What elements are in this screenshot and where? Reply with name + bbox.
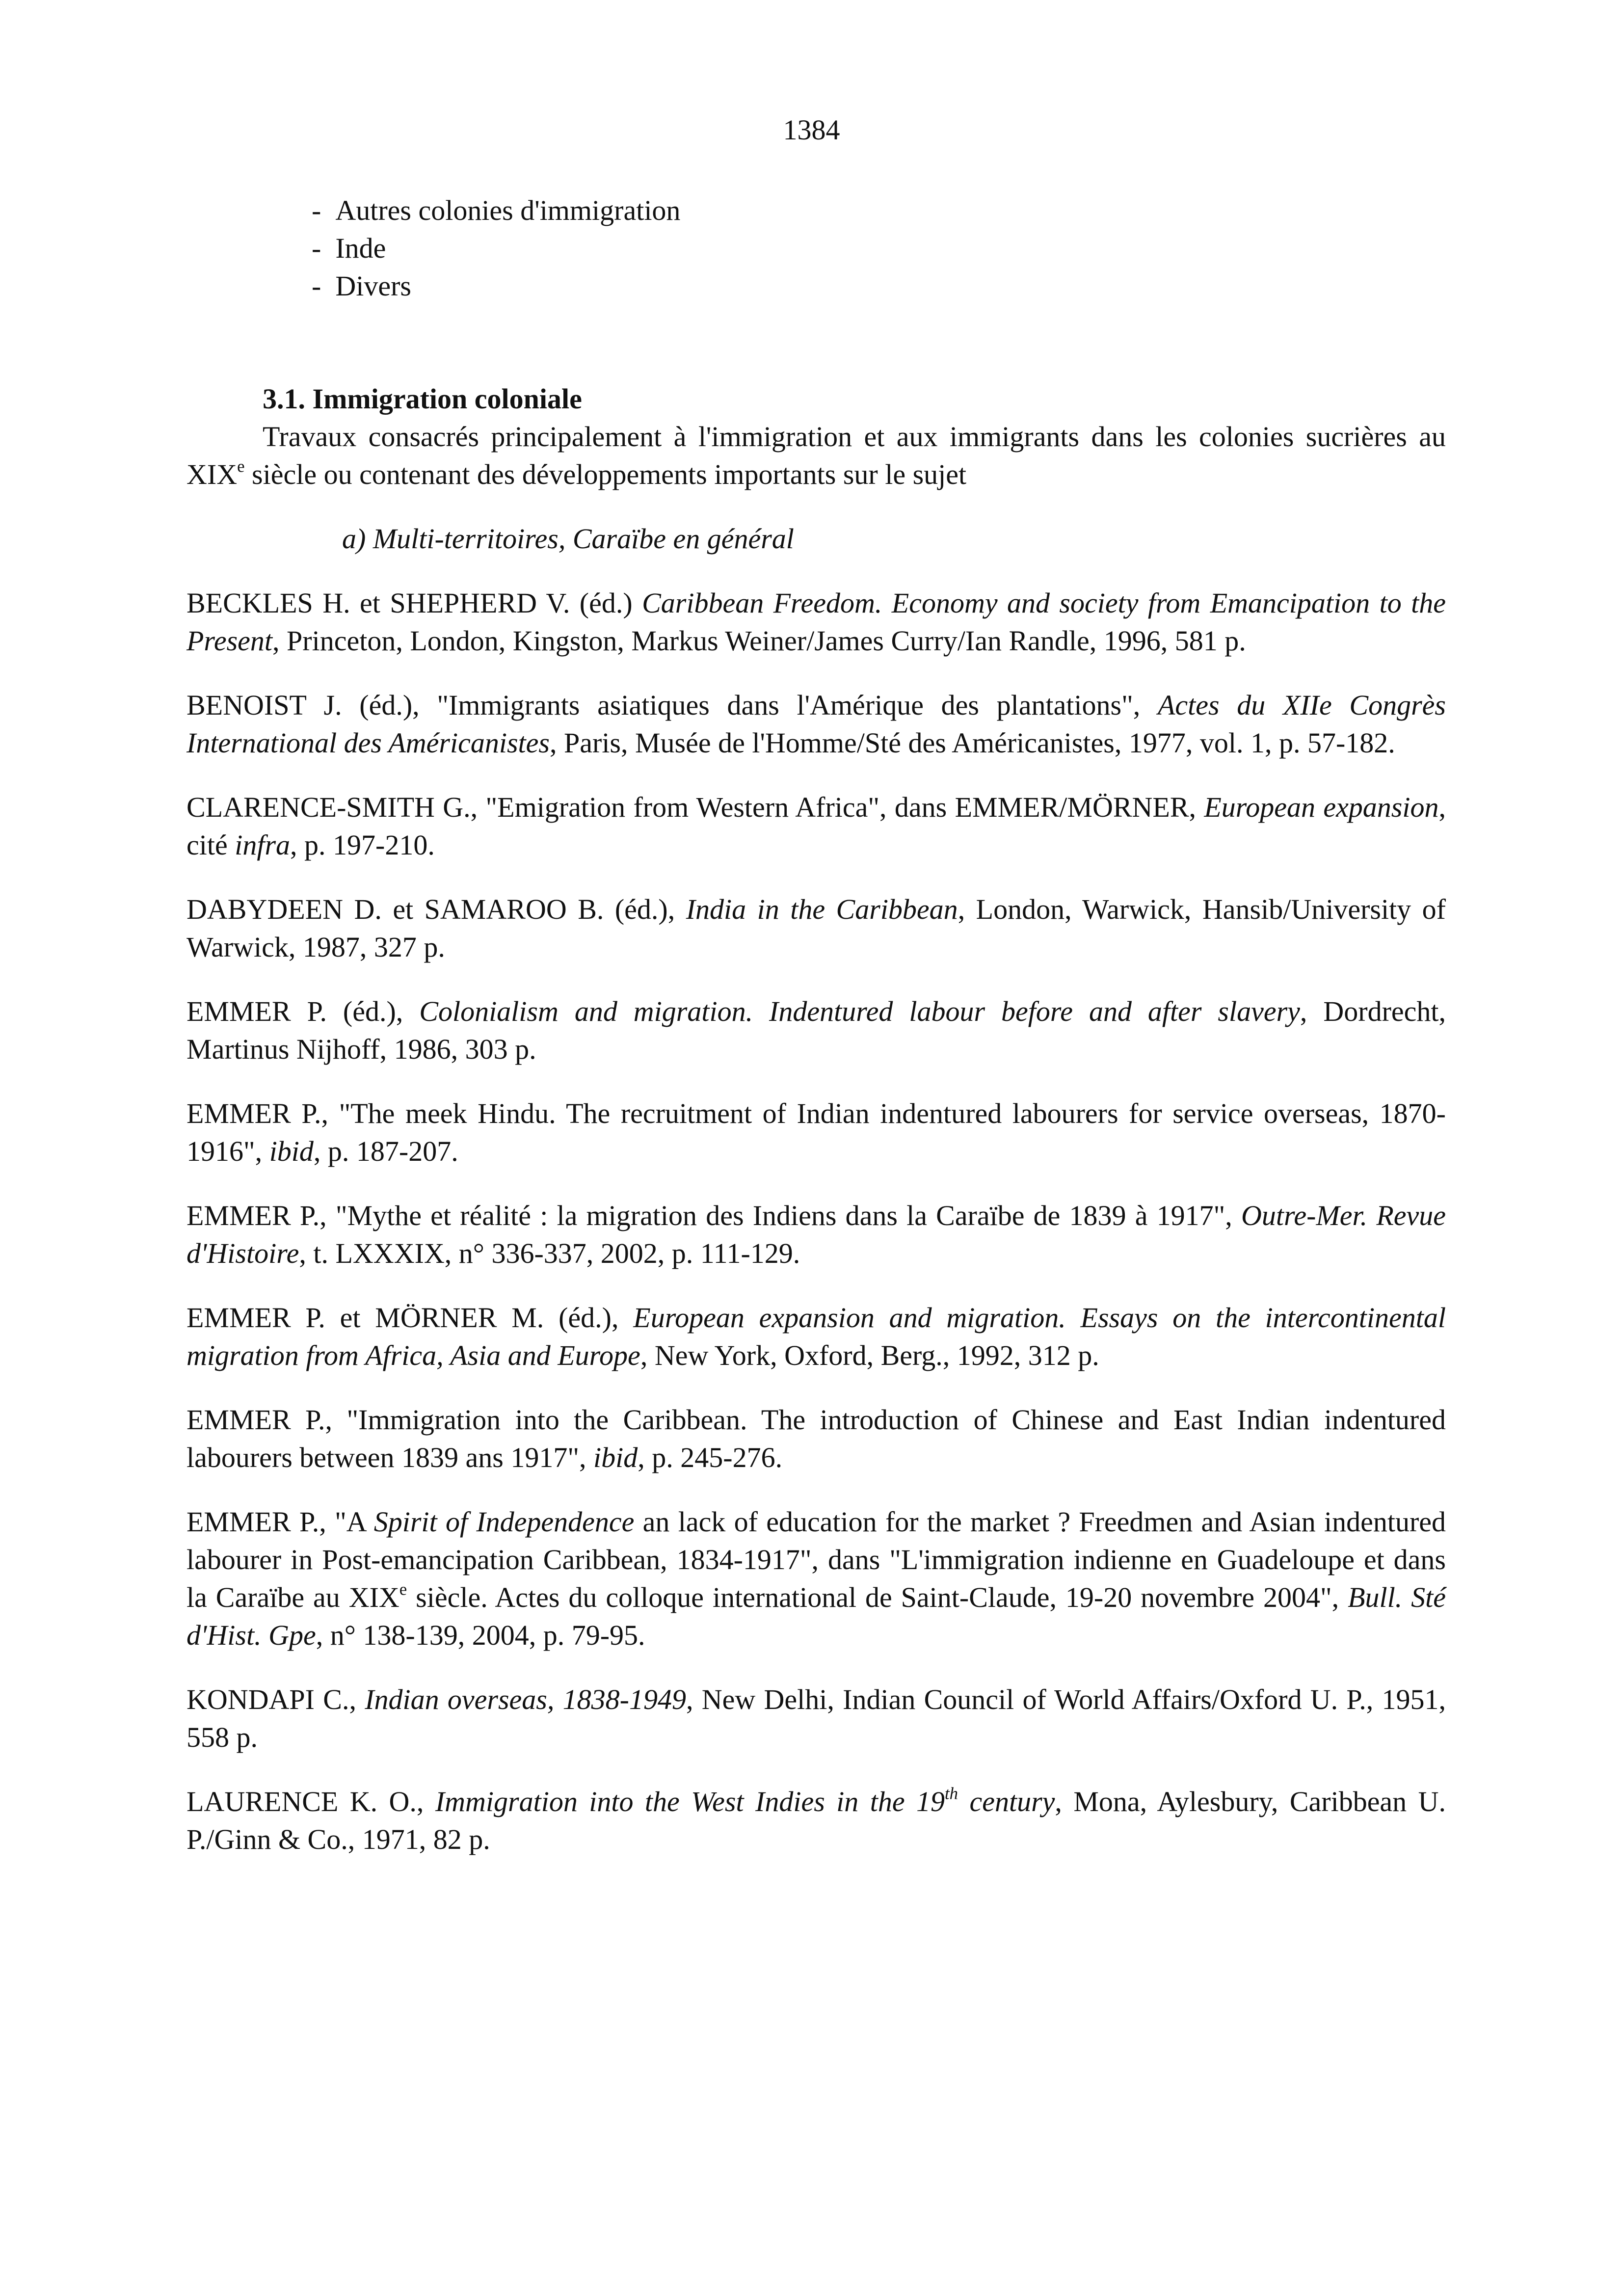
entry-title: century bbox=[958, 1786, 1055, 1817]
entry-details: , p. 197-210. bbox=[290, 829, 435, 861]
entry-author: EMMER P., "Immigration into the Caribbean. The introduction of Chinese and East Indian indentured labourers between 1839 ans 1917", bbox=[186, 1404, 1446, 1473]
entry-title: European expansion and migration. Essays on the intercontinental migration from Africa, Asia and Europe bbox=[186, 1302, 1446, 1371]
entry-title: Indian overseas, 1838-1949 bbox=[365, 1683, 686, 1715]
entry-details: , New Delhi, Indian Council of World Affairs/Oxford U. P., 1951, 558 p. bbox=[186, 1683, 1446, 1753]
entry-title: Spirit of Independence bbox=[373, 1506, 635, 1538]
entry-details: an lack of education for the market ? Freedmen and Asian indentured labourer in Post-emancipation Caribbean, 1834-1917", dans "L'immigration indienne en Guadeloupe et dans la Caraïbe au XIX bbox=[186, 1506, 1446, 1613]
entry-title: India in the Caribbean bbox=[686, 893, 958, 925]
bibliography-entry bbox=[186, 1783, 1446, 1858]
entry-title: European expansion bbox=[1204, 791, 1439, 823]
entry-details: , London, Warwick, Hansib/University of Warwick, 1987, 327 p. bbox=[186, 893, 1446, 963]
intro-text: siècle ou contenant des développements importants sur le sujet bbox=[244, 458, 967, 490]
bibliography-entry bbox=[186, 1503, 1446, 1654]
bibliography-entry bbox=[186, 1095, 1446, 1170]
entry-title: Colonialism and migration. Indentured labour before and after slavery bbox=[419, 995, 1300, 1027]
entry-details: , Princeton, London, Kingston, Markus Weiner/James Curry/Ian Randle, 1996, 581 p. bbox=[272, 625, 1246, 657]
entry-details: , New York, Oxford, Berg., 1992, 312 p. bbox=[640, 1339, 1099, 1371]
page-number: 1384 bbox=[783, 114, 840, 146]
entry-author: BENOIST J. (éd.), "Immigrants asiatiques dans l'Amérique des plantations", bbox=[186, 689, 1158, 721]
entry-author: BECKLES H. et SHEPHERD V. (éd.) bbox=[186, 587, 642, 619]
entry-details: , n° 138-139, 2004, p. 79-95. bbox=[316, 1619, 645, 1651]
superscript: th bbox=[945, 1784, 958, 1803]
entry-details: , Mona, Aylesbury, Caribbean U. P./Ginn & Co., 1971, 82 p. bbox=[186, 1786, 1446, 1855]
entry-title: ibid bbox=[269, 1135, 314, 1167]
topic-list bbox=[312, 191, 1446, 305]
superscript: e bbox=[237, 456, 245, 476]
bibliography-entry bbox=[186, 992, 1446, 1068]
entry-title: Immigration into the West Indies in the 19 bbox=[435, 1786, 945, 1817]
entry-title: Bull. Sté d'Hist. Gpe bbox=[186, 1581, 1446, 1651]
entry-author: LAURENCE K. O., bbox=[186, 1786, 435, 1817]
entry-author: EMMER P., "The meek Hindu. The recruitment of Indian indentured labourers for service overseas, 1870-1916", bbox=[186, 1097, 1446, 1167]
entry-title: Actes du XIIe Congrès International des Américanistes bbox=[186, 689, 1446, 759]
entry-title: Caribbean Freedom. Economy and society from Emancipation to the Present bbox=[186, 587, 1446, 657]
entry-details: siècle. Actes du colloque international de Saint-Claude, 19-20 novembre 2004", bbox=[407, 1581, 1348, 1613]
entry-author: EMMER P. et MÖRNER M. (éd.), bbox=[186, 1302, 634, 1334]
entry-title: infra bbox=[235, 829, 291, 861]
entry-details: , Dordrecht, Martinus Nijhoff, 1986, 303 p. bbox=[186, 995, 1446, 1065]
entry-title: ibid bbox=[593, 1442, 638, 1473]
intro-text: Travaux consacrés principalement à l'immigration et aux immigrants dans les colonies sucrières au XIX bbox=[186, 421, 1446, 490]
bibliography-entry bbox=[186, 686, 1446, 762]
list-item: - Divers bbox=[312, 267, 1446, 305]
entry-author: KONDAPI C., bbox=[186, 1683, 365, 1715]
bibliography-entry bbox=[186, 1681, 1446, 1756]
superscript: e bbox=[399, 1579, 407, 1599]
list-item: - Autres colonies d'immigration bbox=[312, 191, 1446, 229]
entry-details: , p. 245-276. bbox=[638, 1442, 783, 1473]
page-content bbox=[186, 191, 1446, 1858]
section-intro bbox=[186, 418, 1446, 493]
entry-details: , t. LXXXIX, n° 336-337, 2002, p. 111-129. bbox=[299, 1237, 800, 1269]
subsection-heading: a) Multi-territoires, Caraïbe en général bbox=[342, 523, 794, 555]
bibliography-entry bbox=[186, 1197, 1446, 1272]
bibliography-entry bbox=[186, 890, 1446, 966]
entry-author: CLARENCE-SMITH G., "Emigration from Western Africa", dans EMMER/MÖRNER, bbox=[186, 791, 1204, 823]
entry-author: EMMER P. (éd.), bbox=[186, 995, 420, 1027]
entry-details: , Paris, Musée de l'Homme/Sté des Américanistes, 1977, vol. 1, p. 57-182. bbox=[549, 727, 1395, 759]
section-heading: 3.1. Immigration coloniale bbox=[263, 383, 582, 415]
bibliography-entry bbox=[186, 788, 1446, 864]
bibliography-entry bbox=[186, 1401, 1446, 1476]
entry-author: EMMER P., "Mythe et réalité : la migration des Indiens dans la Caraïbe de 1839 à 1917", bbox=[186, 1200, 1241, 1231]
entry-details: , p. 187-207. bbox=[313, 1135, 458, 1167]
entry-author: DABYDEEN D. et SAMAROO B. (éd.), bbox=[186, 893, 686, 925]
entry-author: EMMER P., "A bbox=[186, 1506, 374, 1538]
list-item: - Inde bbox=[312, 229, 1446, 267]
bibliography-entry bbox=[186, 584, 1446, 660]
entry-title: Outre-Mer. Revue d'Histoire bbox=[186, 1200, 1446, 1269]
bibliography-entry bbox=[186, 1299, 1446, 1374]
entry-details: , cité bbox=[186, 791, 1446, 861]
